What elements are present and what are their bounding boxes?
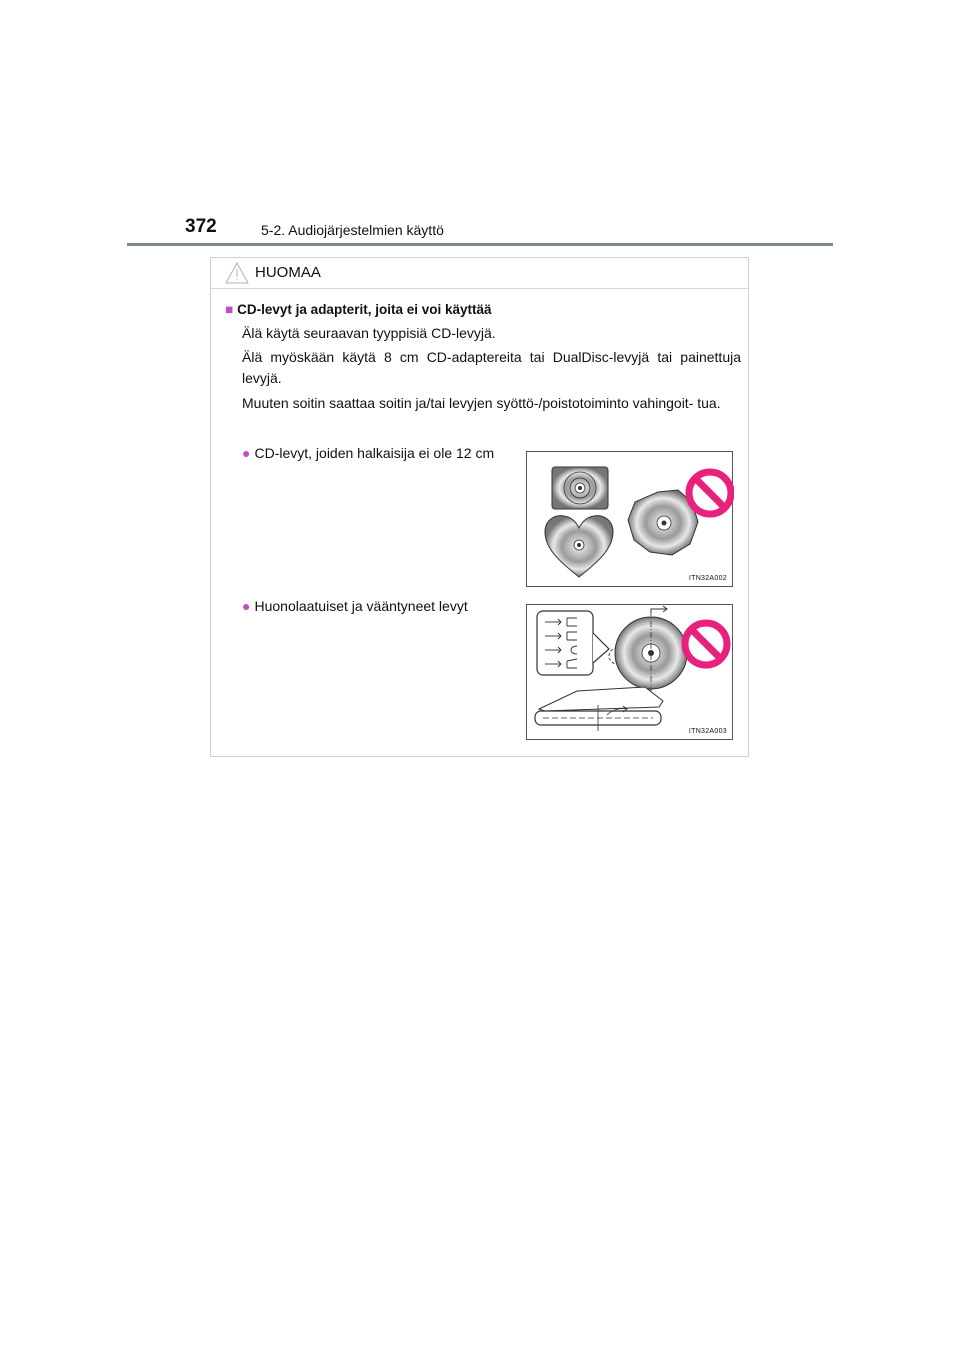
paragraph-1: Älä käytä seuraavan tyyppisiä CD-levyjä. xyxy=(242,325,496,341)
prohibition-sign-icon xyxy=(685,623,727,665)
bullet-item-1 xyxy=(242,445,494,461)
notice-header xyxy=(211,258,748,289)
subheading-text: CD-levyt ja adapterit, joita ei voi käyttää xyxy=(237,302,492,317)
section-title: 5-2. Audiojärjestelmien käyttö xyxy=(261,222,444,238)
notice-title: HUOMAA xyxy=(255,264,321,281)
figure-code: ITN32A003 xyxy=(688,728,727,735)
paragraph-3: Muuten soitin saattaa soitin ja/tai levyjen syöttö-/poistotoiminto vahingoit- tua. xyxy=(242,395,721,411)
paragraph-2: Älä myöskään käytä 8 cm CD-adaptereita tai DualDisc-levyjä tai painettuja levyjä. xyxy=(242,349,741,386)
prohibition-sign-icon xyxy=(689,472,731,514)
bullet-item-1-text: CD-levyt, joiden halkaisija ei ole 12 cm xyxy=(254,445,495,461)
page-number: 372 xyxy=(185,216,217,237)
square-bullet-icon: ■ xyxy=(225,302,234,317)
circle-bullet-icon: ● xyxy=(242,445,251,461)
circle-bullet-icon: ● xyxy=(242,598,251,614)
figure-odd-shaped-discs xyxy=(526,451,733,587)
disc-cross-section-icon xyxy=(535,687,663,731)
disc-edge-detail-callout xyxy=(537,611,609,675)
warped-discs-illustration xyxy=(527,605,734,741)
odd-shaped-discs-illustration xyxy=(527,452,734,588)
bullet-item-2-text: Huonolaatuiset ja vääntyneet levyt xyxy=(254,598,468,614)
notice-subheading xyxy=(225,302,492,317)
header-rule xyxy=(127,243,833,246)
figure-warped-discs xyxy=(526,604,733,740)
warped-disc-icon xyxy=(615,606,687,695)
square-card-disc-icon xyxy=(552,467,608,509)
heart-shaped-disc-icon xyxy=(545,516,613,577)
notice-box xyxy=(210,257,749,757)
warning-triangle-icon xyxy=(225,262,249,284)
figure-code: ITN32A002 xyxy=(688,575,727,582)
bullet-item-2 xyxy=(242,598,468,614)
